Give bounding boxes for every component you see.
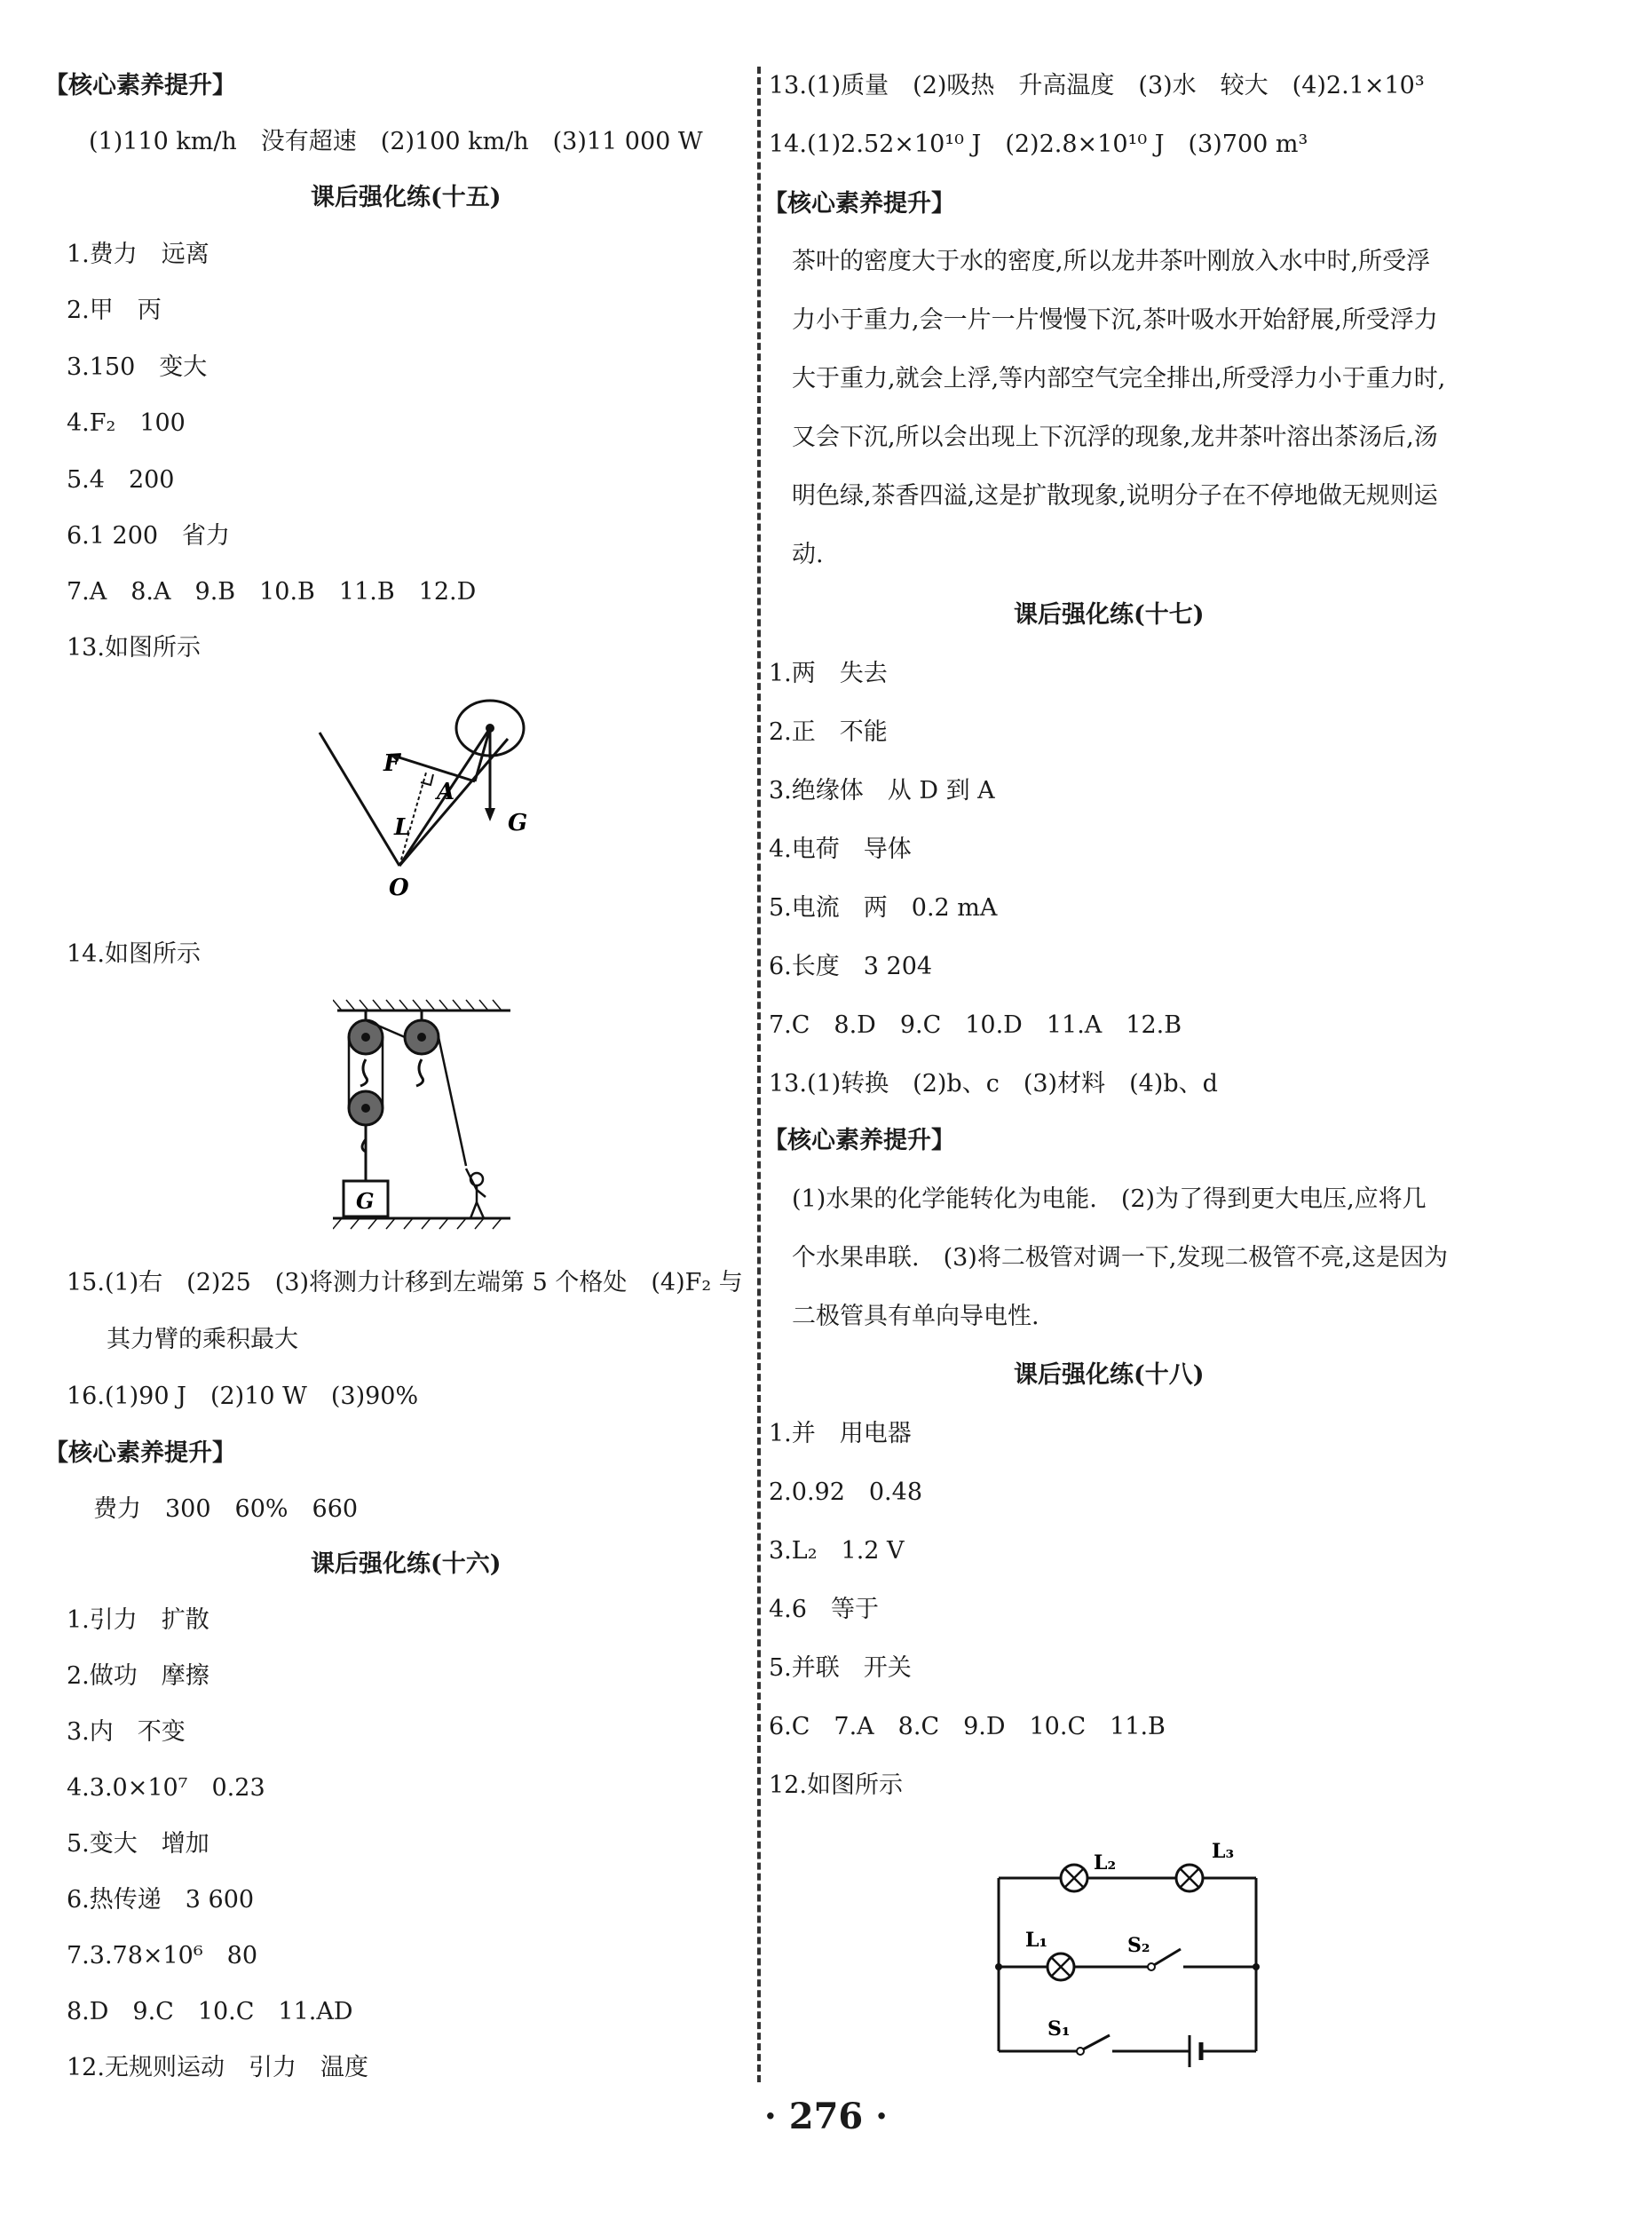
circuit-label-s2: S₂ bbox=[1127, 1934, 1150, 1957]
answer-15-4: 4.F₂ 100 bbox=[67, 409, 186, 437]
lever-label-a: A bbox=[437, 779, 455, 805]
lever-label-l: L bbox=[394, 814, 411, 841]
answer-15-15: 15.(1)右 (2)25 (3)将测力计移到左端第 5 个格处 (4)F₂ 与 bbox=[67, 1269, 743, 1296]
answer-16-12: 12.无规则运动 引力 温度 bbox=[67, 2054, 368, 2081]
section-title-15: 课后强化练(十五) bbox=[311, 184, 502, 211]
core-heading-2: 【核心素养提升】 bbox=[44, 1439, 236, 1467]
answer-17-13: 13.(1)转换 (2)b、c (3)材料 (4)b、d bbox=[769, 1070, 1218, 1098]
lever-diagram bbox=[302, 684, 550, 906]
circuit-label-l2: L₂ bbox=[1094, 1851, 1117, 1874]
answer-18-4: 4.6 等于 bbox=[769, 1596, 879, 1623]
answer-16-6: 6.热传递 3 600 bbox=[67, 1886, 255, 1914]
core-heading-4: 【核心素养提升】 bbox=[763, 1127, 955, 1154]
answer-16-1: 1.引力 扩散 bbox=[67, 1606, 209, 1634]
answer-15-3: 3.150 变大 bbox=[67, 353, 208, 381]
section-title-16: 课后强化练(十六) bbox=[311, 1550, 502, 1578]
core-heading-1: 【核心素养提升】 bbox=[44, 72, 236, 99]
page-number: · 276 · bbox=[763, 2096, 889, 2137]
answer-17-3: 3.绝缘体 从 D 到 A bbox=[769, 777, 995, 804]
answer-17-4: 4.电荷 导体 bbox=[769, 836, 912, 863]
core-heading-3: 【核心素养提升】 bbox=[763, 190, 955, 218]
answer-18-2: 2.0.92 0.48 bbox=[769, 1478, 922, 1506]
circuit-label-l1: L₁ bbox=[1025, 1929, 1048, 1952]
pulley-label-g: G bbox=[356, 1188, 375, 1214]
answer-15-5: 5.4 200 bbox=[67, 466, 175, 494]
circuit-label-s1: S₁ bbox=[1047, 2017, 1071, 2041]
answer-18-5: 5.并联 开关 bbox=[769, 1654, 912, 1682]
answer-16-5: 5.变大 增加 bbox=[67, 1830, 209, 1858]
core-answer-1: (1)110 km/h 没有超速 (2)100 km/h (3)11 000 W bbox=[89, 128, 703, 155]
answer-17-7-12: 7.C 8.D 9.C 10.D 11.A 12.B bbox=[769, 1011, 1182, 1039]
answer-18-1: 1.并 用电器 bbox=[769, 1420, 912, 1447]
answer-16-13: 13.(1)质量 (2)吸热 升高温度 (3)水 较大 (4)2.1×10³ bbox=[769, 72, 1425, 99]
column-divider bbox=[757, 67, 761, 2082]
section-title-17: 课后强化练(十七) bbox=[1014, 601, 1205, 629]
answer-18-3: 3.L₂ 1.2 V bbox=[769, 1537, 905, 1565]
answer-15-1: 1.费力 远离 bbox=[67, 241, 209, 268]
lever-label-g: G bbox=[508, 810, 528, 836]
answer-15-13: 13.如图所示 bbox=[67, 634, 201, 662]
lever-label-f: F bbox=[383, 750, 400, 777]
circuit-diagram bbox=[990, 1829, 1283, 2087]
answer-16-7: 7.3.78×10⁶ 80 bbox=[67, 1942, 258, 1969]
answer-15-6: 6.1 200 省力 bbox=[67, 522, 231, 550]
section-title-18: 课后强化练(十八) bbox=[1014, 1361, 1205, 1389]
answer-16-8-11: 8.D 9.C 10.C 11.AD bbox=[67, 1998, 353, 2025]
answer-16-4: 4.3.0×10⁷ 0.23 bbox=[67, 1774, 265, 1802]
answer-16-2: 2.做功 摩擦 bbox=[67, 1662, 209, 1690]
pulley-diagram bbox=[333, 993, 519, 1241]
answer-15-7-12: 7.A 8.A 9.B 10.B 11.B 12.D bbox=[67, 578, 477, 606]
lever-label-o: O bbox=[389, 875, 409, 901]
core-answer-3: 茶叶的密度大于水的密度,所以龙井茶叶刚放入水中时,所受浮力小于重力,会一片一片慢慢下沉,茶叶吸水开始舒展,所受浮力大于重力,就会上浮,等内部空气完全排出,所受浮力小于重力时,又会下沉,所以会出现上下沉浮的现象,龙井茶叶溶出茶汤后,汤明色绿,茶香四溢,这是扩散现象,说明分子在不停地做无规则运动. bbox=[792, 248, 1446, 568]
answer-17-5: 5.电流 两 0.2 mA bbox=[769, 894, 998, 922]
answer-16-14: 14.(1)2.52×10¹⁰ J (2)2.8×10¹⁰ J (3)700 m³ bbox=[769, 131, 1308, 158]
answer-18-12: 12.如图所示 bbox=[769, 1771, 903, 1799]
answer-15-2: 2.甲 丙 bbox=[67, 297, 162, 324]
answer-15-16: 16.(1)90 J (2)10 W (3)90% bbox=[67, 1383, 419, 1410]
core-answer-4: (1)水果的化学能转化为电能. (2)为了得到更大电压,应将几个水果串联. (3)将二极管对调一下,发现二极管不亮,这是因为二极管具有单向导电性. bbox=[792, 1185, 1448, 1330]
core-answer-2: 费力 300 60% 660 bbox=[93, 1495, 359, 1523]
answer-16-3: 3.内 不变 bbox=[67, 1718, 186, 1746]
answer-15-15-cont: 其力臂的乘积最大 bbox=[107, 1326, 298, 1353]
answer-17-2: 2.正 不能 bbox=[769, 718, 888, 746]
answer-15-14: 14.如图所示 bbox=[67, 940, 201, 968]
circuit-label-l3: L₃ bbox=[1212, 1840, 1235, 1863]
answer-17-1: 1.两 失去 bbox=[769, 660, 888, 687]
answer-17-6: 6.长度 3 204 bbox=[769, 953, 933, 980]
answer-18-6-11: 6.C 7.A 8.C 9.D 10.C 11.B bbox=[769, 1713, 1166, 1740]
